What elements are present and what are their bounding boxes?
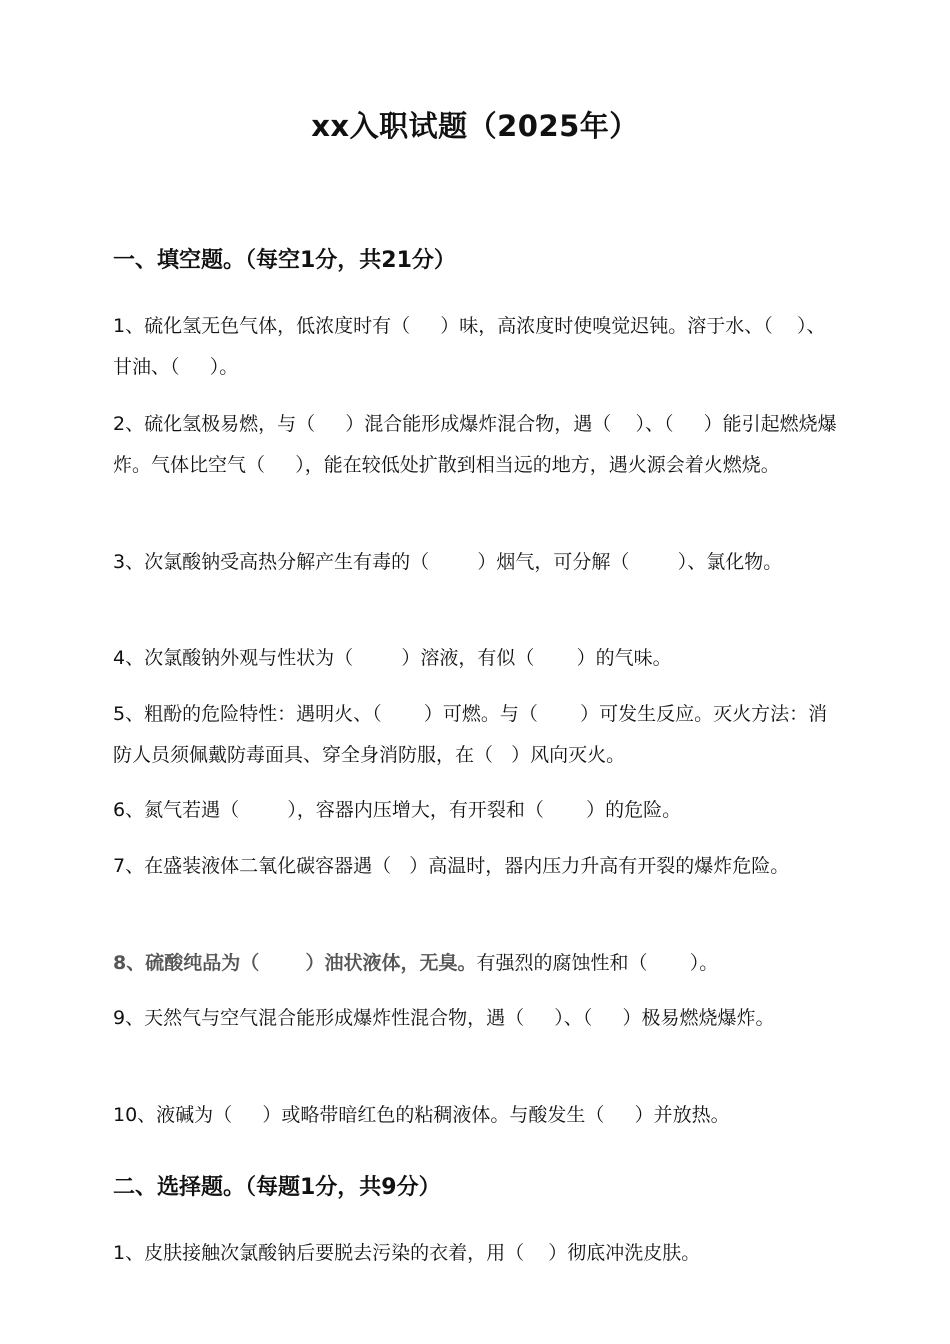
question-10: 10、液碱为（ ）或略带暗红色的粘稠液体。与酸发生（ ）并放热。 xyxy=(113,1104,730,1126)
section-heading-multiple-choice: 二、选择题。（每题1分，共9分） xyxy=(113,1175,441,1200)
question-3: 3、次氯酸钠受高热分解产生有毒的（ ）烟气，可分解（ ）、氯化物。 xyxy=(113,551,783,573)
section-heading-fill-in: 一、填空题。（每空1分，共21分） xyxy=(113,248,456,273)
question-5: 5、粗酚的危险特性：遇明火、（ ）可燃。与（ ）可发生反应。灭火方法：消防人员须佩戴防毒面具、穿全身消防服，在（ ）风向灭火。 xyxy=(113,703,828,766)
question-7: 7、在盛装液体二氧化碳容器遇（ ）高温时，器内压力升高有开裂的爆炸危险。 xyxy=(113,855,790,877)
question-4: 4、次氯酸钠外观与性状为（ ）溶液，有似（ ）的气味。 xyxy=(113,647,672,669)
question-6: 6、氮气若遇（ ），容器内压增大，有开裂和（ ）的危险。 xyxy=(113,799,682,821)
question-8 xyxy=(113,943,873,984)
question-8-highlight: 8、硫酸纯品为（ ）油状液体，无臭。 xyxy=(113,952,477,974)
question-1: 1、硫化氢无色气体，低浓度时有（ ）味，高浓度时使嗅觉迟钝。溶于水、（ ）、甘油、（ ）。 xyxy=(113,315,826,378)
question-8-rest: 有强烈的腐蚀性和（ ）。 xyxy=(476,952,719,974)
question-2: 2、硫化氢极易燃，与（ ）混合能形成爆炸混合物，遇（ ）、（ ）能引起燃烧爆炸。气体比空气（ ），能在较低处扩散到相当远的地方，遇火源会着火燃烧。 xyxy=(113,413,837,476)
choice-question-1: 1、皮肤接触次氯酸钠后要脱去污染的衣着，用（ ）彻底冲洗皮肤。 xyxy=(113,1242,701,1264)
question-9: 9、天然气与空气混合能形成爆炸性混合物，遇（ ）、（ ）极易燃烧爆炸。 xyxy=(113,1007,775,1029)
page-title: xx入职试题（2025年） xyxy=(311,109,639,143)
